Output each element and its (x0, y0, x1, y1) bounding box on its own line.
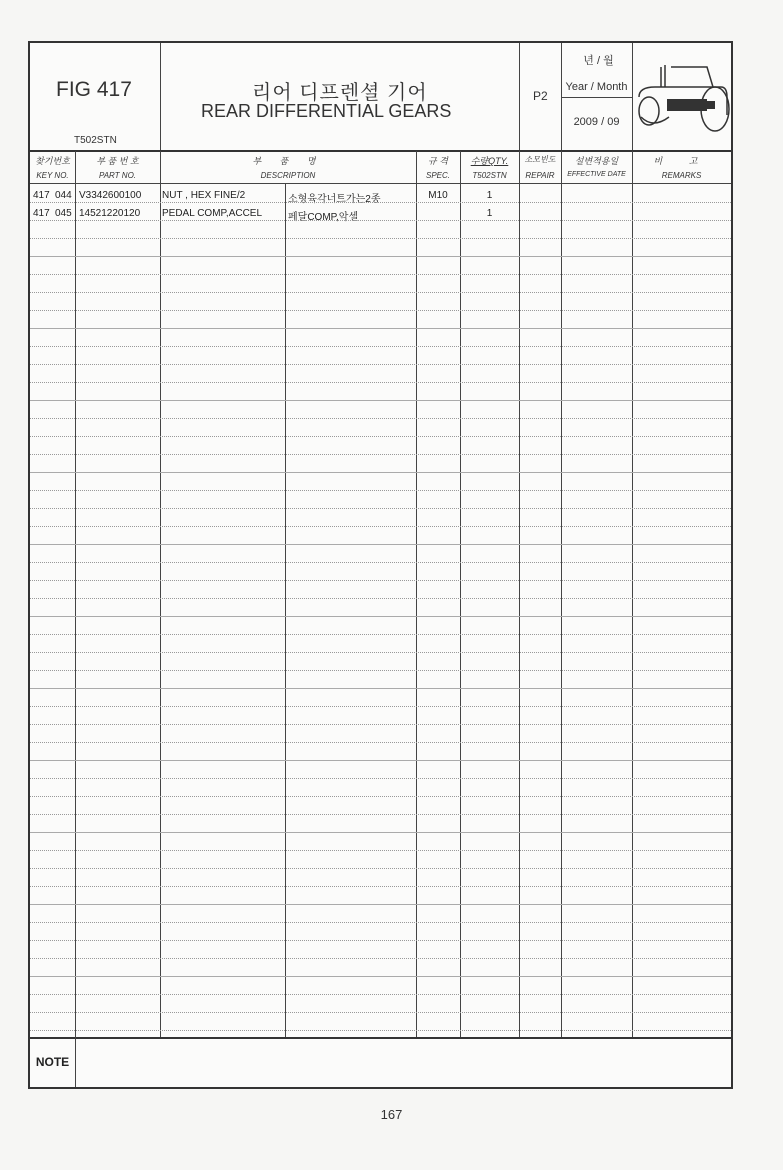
row-separator (30, 436, 731, 437)
key-suffix: 044 (55, 190, 72, 201)
row-separator (30, 742, 731, 743)
row-separator (30, 292, 731, 293)
row-separator (30, 724, 731, 725)
row-separator (30, 598, 731, 599)
model-code: T502STN (74, 135, 117, 146)
col-header-qty-kr: 수량QTY. (470, 156, 509, 166)
divider (160, 43, 161, 151)
row-separator (30, 688, 731, 689)
key-suffix: 045 (55, 208, 72, 219)
row-separator (30, 994, 731, 995)
figure-number: FIG 417 (56, 78, 132, 101)
row-separator (30, 328, 731, 329)
description-kr: 소형육각너트가는2종 (288, 194, 381, 205)
row-separator (30, 508, 731, 509)
row-separator (30, 814, 731, 815)
year-month-en: Year / Month (565, 81, 628, 93)
part-number: 14521220120 (79, 208, 141, 219)
row-separator (30, 562, 731, 563)
col-header-repair-en: REPAIR (525, 171, 555, 180)
quantity: 1 (486, 208, 493, 219)
row-separator (30, 796, 731, 797)
year-month-kr: 년 / 월 (583, 55, 614, 67)
col-header-key-en: KEY NO. (36, 171, 69, 180)
page-code: P2 (533, 89, 548, 103)
row-separator (30, 670, 731, 671)
col-line (285, 184, 286, 1037)
row-separator (30, 1030, 731, 1031)
row-separator (30, 490, 731, 491)
divider (519, 43, 520, 151)
row-separator (30, 940, 731, 941)
row-separator (30, 274, 731, 275)
row-separator (30, 868, 731, 869)
row-separator (30, 706, 731, 707)
col-header-qty-en: T502STN (472, 171, 507, 180)
header-bottom-line (30, 150, 731, 152)
col-header-spec-en: SPEC. (425, 171, 450, 180)
col-header-repair-kr: 소모빈도 (524, 155, 556, 164)
row-separator (30, 310, 731, 311)
col-header-key-kr: 찾기번호 (35, 156, 70, 166)
row-separator (30, 364, 731, 365)
page-number: 167 (380, 1107, 403, 1122)
row-separator (30, 976, 731, 977)
col-header-spec-kr: 규 격 (428, 156, 448, 166)
row-separator (30, 346, 731, 347)
row-separator (30, 652, 731, 653)
col-header-part-en: PART NO. (98, 171, 137, 180)
description-en: PEDAL COMP,ACCEL (162, 208, 263, 219)
title-korean: 리어 디프렌셜 기어 (252, 82, 428, 104)
row-separator (30, 634, 731, 635)
row-separator (30, 922, 731, 923)
col-header-remarks-en: REMARKS (661, 171, 702, 180)
row-separator (30, 202, 731, 203)
part-number: V3342600100 (79, 190, 142, 201)
row-separator (30, 832, 731, 833)
row-separator (30, 256, 731, 257)
col-header-effective-kr: 설변적용일 (574, 156, 619, 166)
col-header-desc-en: DESCRIPTION (260, 171, 316, 180)
row-separator (30, 472, 731, 473)
row-separator (30, 886, 731, 887)
note-label: NOTE (35, 1055, 70, 1069)
key-prefix: 417 (33, 208, 50, 219)
row-separator (30, 382, 731, 383)
note-divider (75, 1037, 76, 1087)
row-separator (30, 220, 731, 221)
row-separator (30, 418, 731, 419)
quantity: 1 (486, 190, 493, 201)
description-kr: 페달COMP,악셀 (288, 212, 359, 223)
row-separator (30, 454, 731, 455)
row-separator (30, 400, 731, 401)
row-separator (30, 1012, 731, 1013)
row-separator (30, 760, 731, 761)
row-separator (30, 616, 731, 617)
col-header-part-kr: 부 품 번 호 (96, 156, 139, 166)
divider (561, 97, 632, 98)
description-en: NUT , HEX FINE/2 (162, 190, 246, 201)
row-separator (30, 904, 731, 905)
title-english: REAR DIFFERENTIAL GEARS (201, 101, 452, 121)
row-separator (30, 544, 731, 545)
row-separator (30, 526, 731, 527)
col-header-remarks-kr: 비 고 (653, 156, 710, 166)
col-header-effective-en: EFFECTIVE DATE (567, 171, 626, 178)
note-top-line (30, 1037, 731, 1039)
row-separator (30, 778, 731, 779)
year-month-value: 2009 / 09 (573, 116, 620, 128)
key-prefix: 417 (33, 190, 50, 201)
row-separator (30, 958, 731, 959)
spec: M10 (428, 190, 448, 201)
row-separator (30, 580, 731, 581)
parts-sheet (28, 41, 733, 1089)
col-header-desc-kr: 부 품 명 (252, 156, 324, 166)
column-header-bottom (30, 183, 731, 184)
tractor-icon (635, 57, 731, 137)
row-separator (30, 238, 731, 239)
divider (632, 43, 633, 151)
row-separator (30, 850, 731, 851)
